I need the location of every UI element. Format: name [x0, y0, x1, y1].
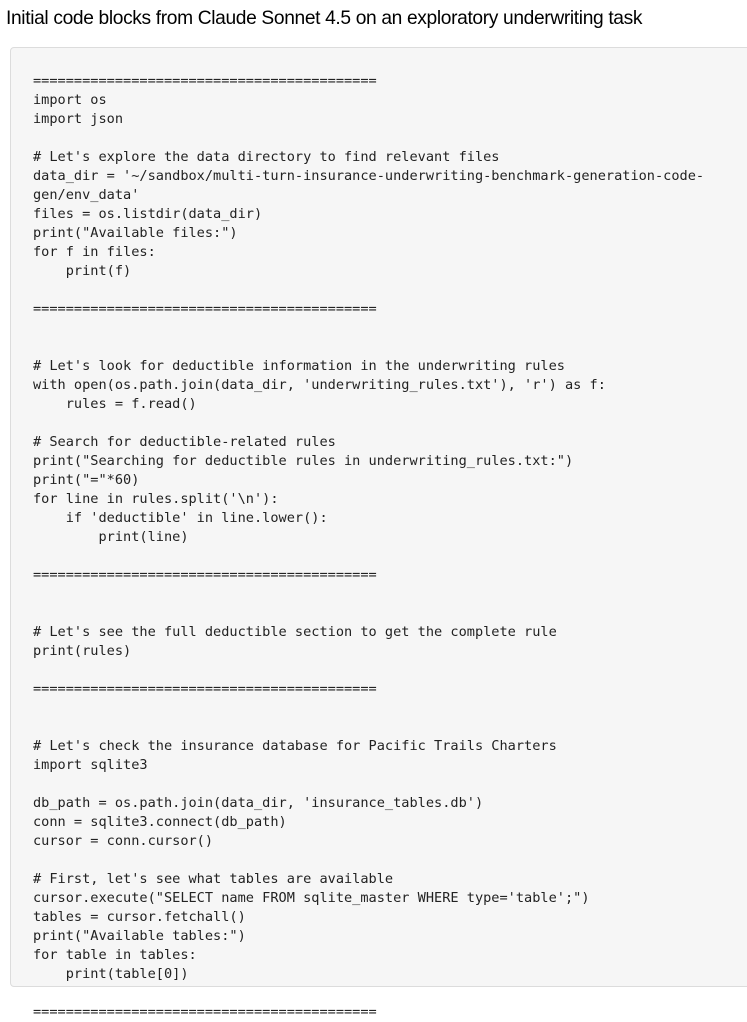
code-line — [33, 851, 704, 870]
code-line: # Let's check the insurance database for Pacific Trails Charters — [33, 738, 557, 754]
code-line: import os — [33, 92, 107, 108]
code-line: import json — [33, 111, 124, 127]
code-line: import sqlite3 — [33, 757, 148, 773]
code-line: tables = cursor.fetchall() — [33, 909, 246, 925]
code-line: rules = f.read() — [33, 396, 197, 412]
code-line: cursor.execute("SELECT name FROM sqlite_master WHERE type='table';") — [33, 890, 590, 906]
code-lines — [33, 72, 704, 1022]
code-line — [33, 604, 704, 623]
code-line: # Let's explore the data directory to find relevant files — [33, 149, 500, 165]
code-line — [33, 699, 704, 718]
code-line: with open(os.path.join(data_dir, 'underwriting_rules.txt'), 'r') as f: — [33, 377, 606, 393]
code-line: data_dir = '~/sandbox/multi-turn-insurance-underwriting-benchmark-generation-code- — [33, 168, 705, 184]
code-line: print("="*60) — [33, 472, 140, 488]
code-block — [10, 47, 747, 1020]
code-line: # First, let's see what tables are available — [33, 871, 394, 887]
code-line — [33, 661, 704, 680]
code-line — [33, 338, 704, 357]
code-line: for line in rules.split('\n'): — [33, 491, 279, 507]
code-line: if 'deductible' in line.lower(): — [33, 510, 328, 526]
code-line: print("Available files:") — [33, 225, 238, 241]
code-line — [33, 319, 704, 338]
code-line: gen/env_data' — [33, 187, 140, 203]
code-line — [33, 129, 704, 148]
code-line: print(rules) — [33, 643, 132, 659]
code-line — [33, 718, 704, 737]
code-line: for f in files: — [33, 244, 156, 260]
code-line: db_path = os.path.join(data_dir, 'insurance_tables.db') — [33, 795, 484, 811]
code-line: cursor = conn.cursor() — [33, 833, 214, 849]
code-line — [33, 414, 704, 433]
code-line: ========================================== — [33, 567, 377, 583]
code-line: ========================================== — [33, 681, 377, 697]
code-line: ========================================== — [33, 301, 377, 317]
code-line: for table in tables: — [33, 947, 197, 963]
code-line: ========================================== — [33, 73, 377, 89]
code-line — [33, 281, 704, 300]
code-line — [33, 775, 704, 794]
code-line: print(line) — [33, 529, 189, 545]
code-line: files = os.listdir(data_dir) — [33, 206, 263, 222]
code-line: # Let's see the full deductible section to get the complete rule — [33, 624, 557, 640]
page-title: Initial code blocks from Claude Sonnet 4.5 on an exploratory underwriting task — [6, 8, 643, 29]
code-line: print("Available tables:") — [33, 928, 246, 944]
code-line: # Let's look for deductible information in the underwriting rules — [33, 358, 565, 374]
code-line: ========================================== — [33, 1004, 377, 1020]
code-line: # Search for deductible-related rules — [33, 434, 336, 450]
code-line: print(f) — [33, 263, 132, 279]
code-line: conn = sqlite3.connect(db_path) — [33, 814, 287, 830]
code-line — [33, 547, 704, 566]
code-line — [33, 984, 704, 1003]
code-line: print(table[0]) — [33, 966, 189, 982]
code-line — [33, 585, 704, 604]
code-line: print("Searching for deductible rules in underwriting_rules.txt:") — [33, 453, 574, 469]
